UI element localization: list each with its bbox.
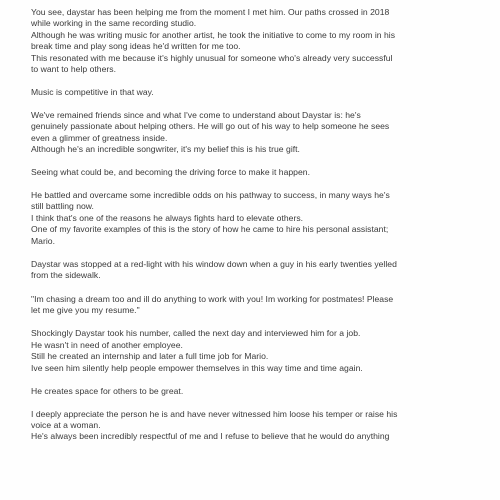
text-line: He battled and overcame some incredible odds on his pathway to success, in many ways he's [31, 190, 390, 201]
text-line: He creates space for others to be great. [31, 385, 184, 396]
text-line: Still he created an internship and later a full time job for Mario. [31, 351, 269, 362]
text-line: He wasn't in need of another employee. [31, 339, 183, 350]
paragraph-10 [31, 409, 481, 443]
text-line: let me give you my resume." [31, 305, 140, 316]
text-line: I deeply appreciate the person he is and have never witnessed him loose his temper or raise his [31, 408, 398, 419]
text-line: You see, daystar has been helping me from the moment I met him. Our paths crossed in 2018 [31, 7, 390, 17]
text-line: still battling now. [31, 201, 94, 212]
text-line: while working in the same recording studio. [31, 18, 197, 29]
text-line: "Im chasing a dream too and ill do anything to work with you! Im working for postmates! Please [31, 293, 394, 304]
text-line: We've remained friends since and what I've come to understand about Daystar is: he's [31, 109, 361, 120]
text-line: from the sidewalk. [31, 270, 101, 280]
paragraph-5 [31, 190, 481, 247]
paragraph-8 [31, 328, 481, 374]
text-line: He's always been incredibly respectful of me and I refuse to believe that he would do anything [31, 431, 390, 442]
text-line: Seeing what could be, and becoming the driving force to make it happen. [31, 167, 310, 178]
text-line: Although he's an incredible songwriter, it's my belief this is his true gift. [31, 144, 300, 155]
paragraph-6 [31, 259, 481, 282]
paragraph-1 [31, 7, 481, 75]
text-line: Daystar was stopped at a red-light with his window down when a guy in his early twenties yelled [31, 258, 397, 269]
text-line: Ive seen him silently help people empower themselves in this way time and time again. [31, 362, 363, 373]
text-line: Mario. [31, 235, 55, 246]
text-line: Music is competitive in that way. [31, 86, 154, 97]
text-line: I think that's one of the reasons he always fights hard to elevate others. [31, 212, 304, 223]
paragraph-2 [31, 87, 481, 98]
letter-body [31, 7, 481, 443]
paragraph-7-quote [31, 294, 481, 317]
text-line: voice at a woman. [31, 419, 101, 430]
text-line: genuinely passionate about helping others. He will go out of his way to help someone he sees [31, 121, 390, 132]
text-line: Although he was writing music for another artist, he took the initiative to come to my room in his [31, 29, 396, 40]
paragraph-9 [31, 386, 481, 397]
text-line: break time and play song ideas he'd written for me too. [31, 41, 241, 52]
paragraph-4 [31, 167, 481, 178]
text-line: This resonated with me because it's highly unusual for someone who's already very successful [31, 52, 393, 63]
paragraph-3 [31, 110, 481, 156]
text-line: to want to help others. [31, 63, 117, 74]
text-line: One of my favorite examples of this is the story of how he came to hire his personal assistant; [31, 224, 389, 235]
text-line: even a glimmer of greatness inside. [31, 132, 168, 143]
text-line: Shockingly Daystar took his number, called the next day and interviewed him for a job. [31, 328, 361, 339]
